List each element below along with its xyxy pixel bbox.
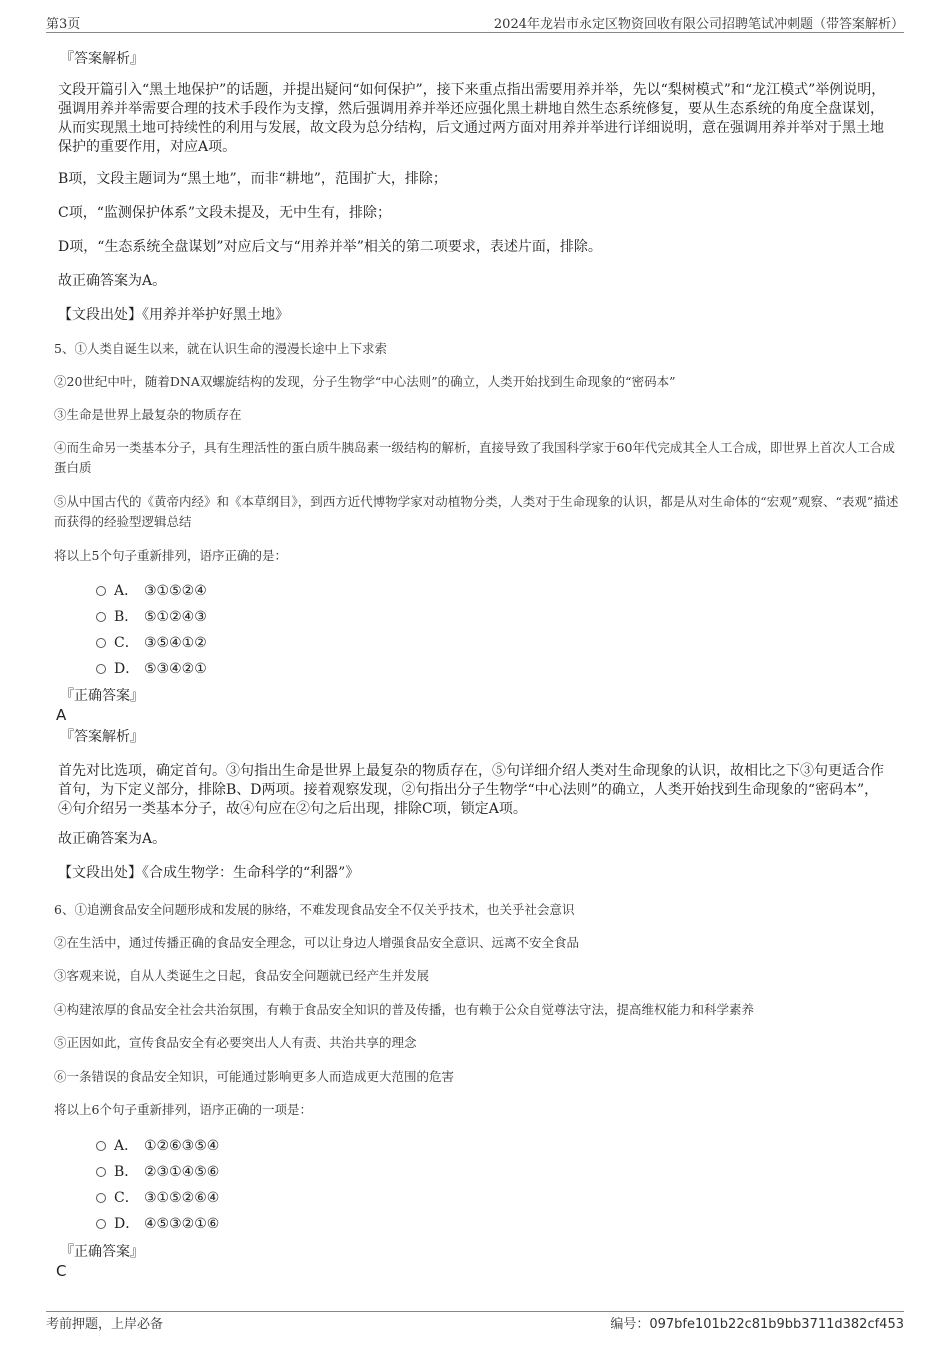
document-title: 2024年龙岩市永定区物资回收有限公司招聘笔试冲刺题（带答案解析） [493,17,904,32]
q5-conclusion: 故正确答案为A。 [58,831,167,847]
q6-sentence-2: ②在生活中，通过传播正确的食品安全理念，可以让身边人增强食品安全意识、远离不安全食品 [54,935,580,950]
footer-divider [46,1311,904,1312]
radio-icon[interactable] [96,664,106,674]
q5-answer: A [56,706,67,724]
document-code: 编号：097bfe101b22c81b9bb3711d382cf453 [610,1317,904,1332]
q5-sentence-1: 5、①人类自诞生以来，就在认识生命的漫漫长途中上下求索 [54,341,387,356]
q6-prompt: 将以上6个句子重新排列，语序正确的一项是： [54,1102,312,1117]
analysis-label: 『答案解析』 [60,51,144,67]
page-footer [46,1313,904,1333]
q6-option-b[interactable]: B． ②③①④⑤⑥ [96,1162,219,1182]
q5-analysis: 首先对比选项，确定首句。③句指出生命是世界上最复杂的物质存在，⑤句详细介绍人类对生命现象的认识，故相比之下③句更适合作首句，为下定义部分，排除B、D两项。接着观察发现，②句指出分子生物学“中心法则”的确立，人类开始找到生命现象的“密码本”，④句介绍另一类基本分子，故④句应在②句之后出现，排除C项，锁定A项。 [58,763,884,817]
q5-sentence-5: ⑤从中国古代的《黄帝内经》和《本草纲目》，到西方近代博物学家对动植物分类，人类对于生命现象的认识，都是从对生命体的“宏观”观察、“表观”描述而获得的经验型逻辑总结 [54,494,899,529]
page-header [46,13,904,33]
q6-sentence-6: ⑥一条错误的食品安全知识，可能通过影响更多人而造成更大范围的危害 [54,1069,455,1084]
header-divider [46,32,904,33]
q6-answer-label: 『正确答案』 [60,1244,144,1260]
q5-option-d[interactable]: D． ⑤③④②① [96,659,207,679]
radio-icon[interactable] [96,1219,106,1229]
q5-analysis-label: 『答案解析』 [60,729,144,745]
q6-option-c[interactable]: C． ③①⑤②⑥④ [96,1188,219,1208]
passage-source: 【文段出处】《用养并举护好黑土地》 [58,307,289,323]
analysis-option-c: C项，“监测保护体系”文段未提及，无中生有，排除； [58,205,392,221]
footer-slogan: 考前押题，上岸必备 [46,1317,164,1332]
analysis-option-b: B项，文段主题词为“黑土地”，而非“耕地”，范围扩大，排除； [58,171,447,187]
q5-option-b[interactable]: B． ⑤①②④③ [96,607,207,627]
q5-source: 【文段出处】《合成生物学：生命科学的“利器”》 [58,865,360,881]
analysis-paragraph: 文段开篇引入“黑土地保护”的话题，并提出疑问“如何保护”，接下来重点指出需要用养并举，先以“梨树模式”和“龙江模式”举例说明，强调用养并举需要合理的技术手段作为支撑，然后强调用养并举还应强化黑土耕地自然生态系统修复，要从生态系统的角度全盘谋划，从而实现黑土地可持续性的利用与发展，故文段为总分结构，后文通过两方面对用养并举进行详细说明，意在强调用养并举对于黑土地保护的重要作用，对应A项。 [58,82,886,155]
q5-prompt: 将以上5个句子重新排列，语序正确的是： [54,548,287,563]
q6-option-d[interactable]: D． ④⑤③②①⑥ [96,1214,219,1234]
q6-option-a[interactable]: A． ①②⑥③⑤④ [96,1136,219,1156]
q5-answer-label: 『正确答案』 [60,688,144,704]
q6-sentence-4: ④构建浓厚的食品安全社会共治氛围，有赖于食品安全知识的普及传播，也有赖于公众自觉尊法守法，提高维权能力和科学素养 [54,1002,755,1017]
radio-icon[interactable] [96,612,106,622]
q5-sentence-3: ③生命是世界上最复杂的物质存在 [54,407,242,422]
q5-sentence-2: ②20世纪中叶，随着DNA双螺旋结构的发现，分子生物学“中心法则”的确立，人类开始找到生命现象的“密码本” [54,374,676,389]
q5-option-a[interactable]: A． ③①⑤②④ [96,581,207,601]
analysis-option-d: D项，“生态系统全盘谋划”对应后文与“用养并举”相关的第二项要求，表述片面，排除。 [58,239,602,255]
q6-answer: C [56,1262,67,1280]
q6-sentence-3: ③客观来说，自从人类诞生之日起，食品安全问题就已经产生并发展 [54,968,430,983]
radio-icon[interactable] [96,1141,106,1151]
q6-sentence-1: 6、①追溯食品安全问题形成和发展的脉络，不难发现食品安全不仅关乎技术，也关乎社会意识 [54,902,575,917]
radio-icon[interactable] [96,638,106,648]
correct-answer-statement: 故正确答案为A。 [58,273,167,289]
q5-sentence-4: ④而生命另一类基本分子，具有生理活性的蛋白质牛胰岛素一级结构的解析，直接导致了我国科学家于60年代完成其全人工合成，即世界上首次人工合成蛋白质 [54,440,895,475]
radio-icon[interactable] [96,1167,106,1177]
q6-sentence-5: ⑤正因如此，宣传食品安全有必要突出人人有责、共治共享的理念 [54,1035,417,1050]
q5-option-c[interactable]: C． ③⑤④①② [96,633,207,653]
page-number: 第3页 [46,17,81,32]
radio-icon[interactable] [96,1193,106,1203]
radio-icon[interactable] [96,586,106,596]
